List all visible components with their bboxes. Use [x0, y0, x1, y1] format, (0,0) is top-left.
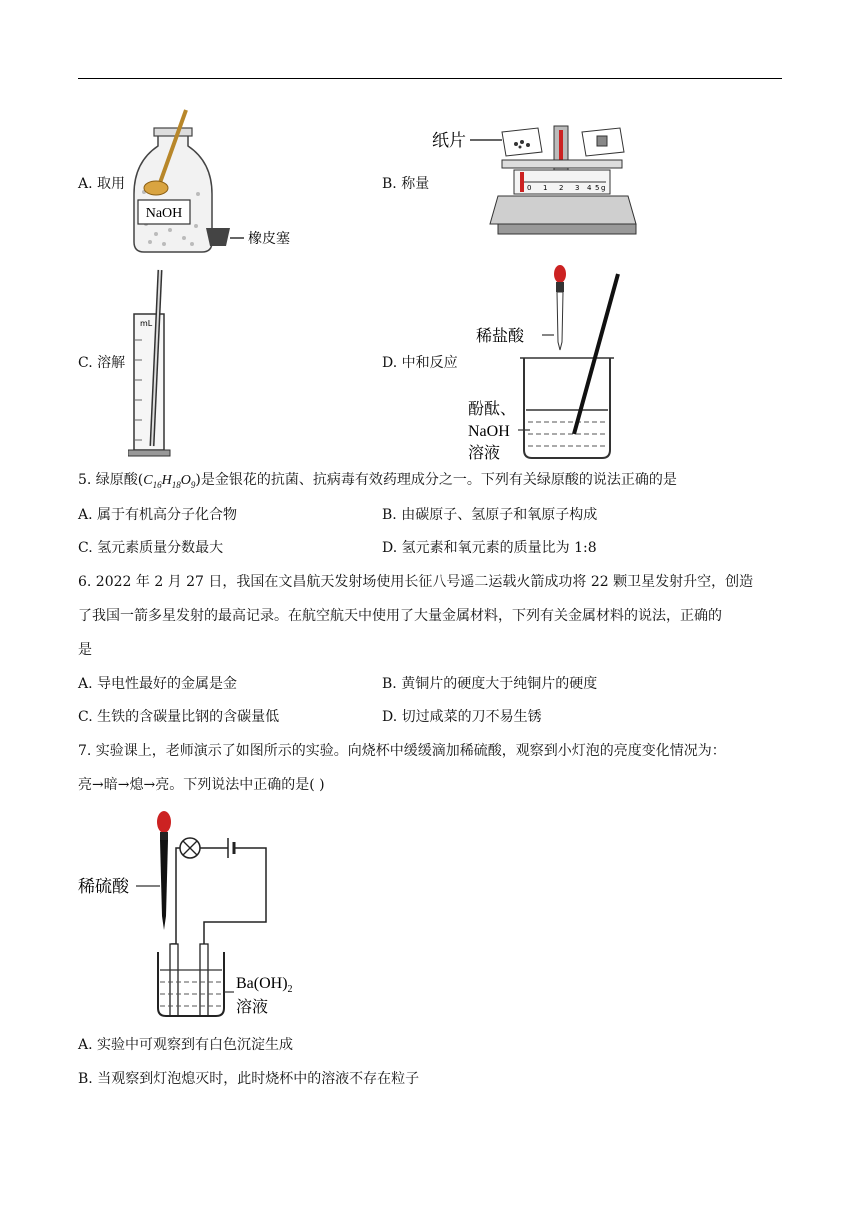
stopper-label: 橡皮塞: [248, 231, 290, 247]
figure-circuit: [76, 806, 336, 1022]
q5-option-a: A. 属于有机高分子化合物: [78, 507, 238, 523]
solution-line-1: 酚酞、: [468, 399, 517, 418]
scale-tick-g: g: [601, 184, 606, 192]
q6-option-c: C. 生铁的含碳量比钢的含碳量低: [78, 709, 280, 725]
q6-option-b: B. 黄铜片的硬度大于纯铜片的硬度: [382, 676, 598, 692]
figure-balance: [432, 112, 642, 240]
q7-line-1: 7. 实验课上，老师演示了如图所示的实验。向烧杯中缓缓滴加稀硫酸，观察到小灯泡的亮度变化情况为：: [78, 743, 726, 759]
scale-tick-1: 1: [543, 184, 548, 192]
solution-line-2: NaOH: [468, 423, 510, 440]
circuit-acid-label: 稀硫酸: [78, 877, 129, 897]
q6-line-1: 6. 2022 年 2 月 27 日，我国在文昌航天发射场使用长征八号遥二运载火箭成功将 22 颗卫星发射升空，创造: [78, 574, 754, 590]
formula-h: H: [161, 473, 172, 488]
figure-neutralization: [462, 262, 642, 468]
scale-tick-2: 2: [559, 184, 564, 192]
q5-stem-suffix: )是金银花的抗菌、抗病毒有效药理成分之一。下列有关绿原酸的说法正确的是: [195, 472, 677, 488]
q5-option-b: B. 由碳原子、氢原子和氧原子构成: [382, 507, 598, 523]
q5-option-c: C. 氢元素质量分数最大: [78, 540, 224, 556]
bottle-label: NaOH: [145, 206, 183, 221]
q7-option-a: A. 实验中可观察到有白色沉淀生成: [78, 1037, 294, 1053]
q5-stem-prefix: 5. 绿原酸(: [78, 472, 144, 488]
option-a-label: A. 取用: [78, 176, 126, 192]
circuit-solution-formula: [236, 975, 293, 995]
q6-option-a: A. 导电性最好的金属是金: [78, 676, 238, 692]
formula-main: Ba(OH): [236, 975, 288, 992]
q6-option-d: D. 切过咸菜的刀不易生锈: [382, 709, 542, 725]
dropper-acid-label: 稀盐酸: [476, 326, 525, 345]
option-d-label: D. 中和反应: [382, 355, 458, 371]
scale-tick-3: 3: [575, 184, 580, 192]
scale-tick-4: 4: [587, 184, 592, 192]
formula-subscript: 2: [287, 984, 293, 995]
formula-o-sub: 9: [190, 479, 196, 490]
formula-c: C: [143, 473, 153, 488]
q6-line-3: 是: [78, 642, 92, 658]
q7-line-2: 亮→暗→熄→亮。下列说法中正确的是( ): [78, 777, 325, 793]
scale-tick-5: 5: [595, 184, 600, 192]
question-5-stem: [78, 464, 782, 502]
option-c-label: C. 溶解: [78, 355, 126, 371]
option-b-label: B. 称量: [382, 176, 430, 192]
header-rule: [78, 78, 782, 79]
figure-naoh-bottle: [126, 104, 306, 256]
formula-o: O: [180, 473, 191, 488]
figure-cylinder: [128, 268, 178, 458]
q5-formula: [143, 473, 195, 488]
cylinder-unit: mL: [140, 319, 153, 328]
formula-h-sub: 18: [171, 479, 181, 490]
scale-tick-0: 0: [527, 184, 532, 192]
solution-line-3: 溶液: [468, 443, 501, 462]
circuit-solution-word: 溶液: [236, 997, 269, 1016]
q5-option-d: D. 氢元素和氧元素的质量比为 1:8: [382, 540, 597, 556]
paper-label: 纸片: [432, 131, 466, 151]
formula-c-sub: 16: [152, 479, 162, 490]
q7-option-b: B. 当观察到灯泡熄灭时，此时烧杯中的溶液不存在粒子: [78, 1071, 420, 1087]
q6-line-2: 了我国一箭多星发射的最高记录。在航空航天中使用了大量金属材料，下列有关金属材料的说法，正确的: [78, 608, 722, 624]
